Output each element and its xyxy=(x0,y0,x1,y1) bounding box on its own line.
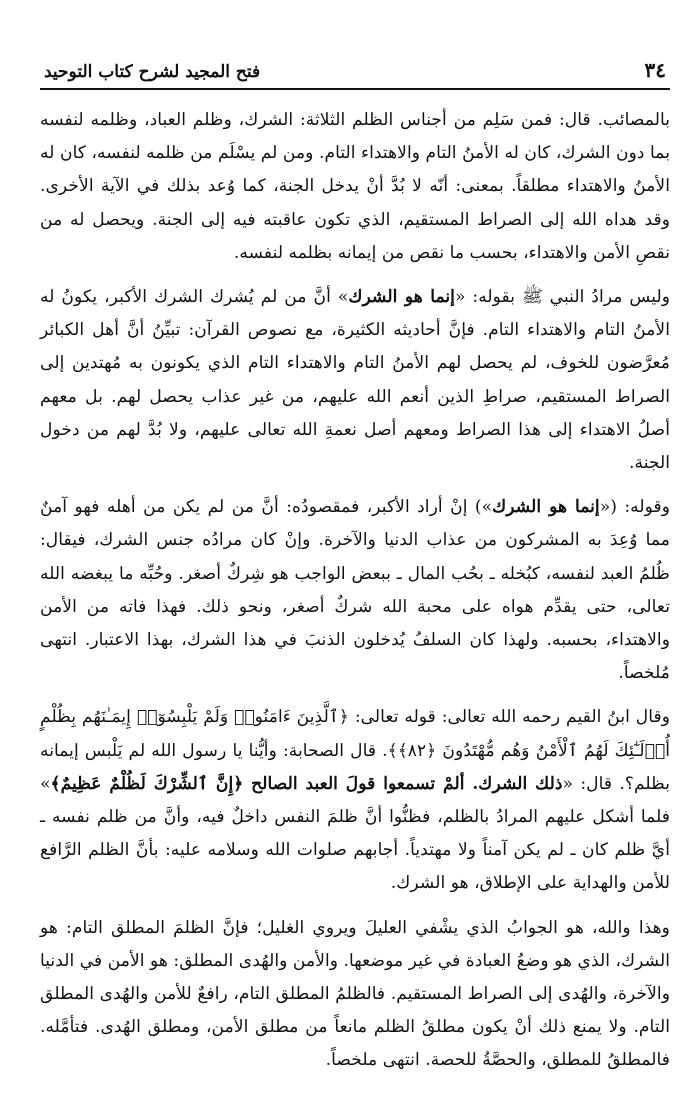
book-title: فتح المجيد لشرح كتاب التوحيد xyxy=(44,62,261,82)
paragraph xyxy=(40,701,670,900)
book-page xyxy=(40,58,670,1078)
running-header xyxy=(40,58,670,88)
emphasized-quote: إنما هو الشرك xyxy=(492,497,600,518)
text-run: وقوله: (« xyxy=(599,497,670,518)
text-run: بالمصائب. قال: فمن سَلِم من أجناس الظلم الثلاثة: الشرك، وظلم العباد، وظلمه لنفسه بما دون الشرك، كان له الأمنُ التام والاهتداء التام. ومن لم يسْلَم من ظلمه لنفسه، كان له الأمنُ والاهتداء مطلقاً. بمعنى: أنّه لا بُدَّ أنْ يدخل الجنة، كما وُعد بذلك في الآية الأخرى. وقد هداه الله إلى الصراط المستقيم، الذي تكون عاقبته فيه إلى الجنة. ويحصل له من نقصِ الأمن والاهتداء، بحسب ما نقص من إيمانه بظلمه لنفسه. xyxy=(40,110,670,263)
text-run: » أنَّ من لم يُشرك الشرك الأكبر، يكونُ له الأمنُ التام والاهتداء التام. فإنَّ أحاديثه الكثيرة، مع نصوص القرآن: تبيِّنُ أنَّ أهل الكبائر مُعرَّضون للخوف، لم يحصل لهم الأمنُ التام والاهتداء التام الذي يكونون به مُهتدين إلى الصراط المستقيم، صراطِ الذين أنعم الله عليهم، من غير عذاب يحصل لهم. بل معهم أصلُ الاهتداء إلى هذا الصراط ومعهم أصل نعمةِ الله تعالى عليهم، ولا بُدَّ لهم من دخول الجنة. xyxy=(40,287,670,474)
text-run: وهذا والله، هو الجوابُ الذي يشْفي العليلَ ويروي الغليل؛ فإنَّ الظلمَ المطلق التام: هو الشرك، الذي هو وضعُ العبادة في غير موضعها. والأمن والهُدى المطلق: هو الأمن في الدنيا والآخرة، والهُدى إلى الصراط المستقيم. فالظلمُ المطلق التام، رافعٌ للأمن والهُدى المطلق التام. ولا يمنع ذلك أنْ يكون مطلقُ الظلم مانعاً من مطلق الأمن، ومطلق الهُدى. فتأمَّله. فالمطلقُ للمطلق، والحصَّةُ للحصة. انتهى ملخصاً. xyxy=(39,917,670,1071)
text-run: ») إنْ أراد الأكبر، فمقصودُه: أنَّ من لم يكن من أهله فهو آمنٌ مما وُعِدَ به المشركون من عذاب الدنيا والآخرة. وإنْ كان مرادُه جنس الشرك، فيقال: ظُلمُ العبد لنفسه، كبُخله ـ بحُب المال ـ ببعض الواجب هو شِركٌ أصغر. وحُبِّه ما يبغضه الله تعالى، حتى يقدِّم هواه على محبة الله شركٌ أصغر، ونحو ذلك. فهذا فاته من الأمن والاهتداء، بحسبه. ولهذا كان السلفُ يُدخلون الذنبَ في هذا الشرك، بهذا الاعتبار. انتهى مُلخصاً. xyxy=(40,497,670,684)
text-run: » فلما أشكل عليهم المرادُ بالظلم، فظنُّوا أنَّ ظلمَ النفس داخلٌ فيه، وأنَّ من ظلم نفسه ـ أيَّ ظلم كان ـ لم يكن آمناً ولا مهتدياً. أجابهم صلوات الله وسلامه عليه: بأنَّ الظلم الرَّافع للأمن والهداية على الإطلاق، هو الشرك. xyxy=(40,773,670,894)
body-text xyxy=(40,104,670,1078)
emphasized-quote: ذلك الشرك. ألمْ تسمعوا قولَ العبد الصالح ﴿إِنَّ ٱلشِّرْكَ لَظُلْمٌ عَظِيمٌ﴾ xyxy=(50,773,563,794)
paragraph xyxy=(40,104,670,270)
paragraph xyxy=(40,912,670,1078)
header-divider xyxy=(40,88,670,90)
text-run: وليس مرادُ النبي ﷺ بقوله: « xyxy=(454,287,670,308)
paragraph xyxy=(40,281,670,480)
page-number: ٣٤ xyxy=(644,58,666,82)
emphasized-quote: إنما هو الشرك xyxy=(348,287,455,308)
text-run: وقال ابنُ القيم رحمه الله تعالى: قوله تعالى: ﴿ٱلَّذِينَ ءَامَنُوا۟ وَلَمْ يَلْبِسُوٓا۟ إِيمَـٰنَهُم بِظُلْمٍ أُو۟لَـٰٓئِكَ لَهُمُ ٱلْأَمْنُ وَهُم مُّهْتَدُونَ ﴿٨٢﴾﴾. قال الصحابة: وأيُّنا يا رسول الله لم يَلْبس إيمانه بظلم؟. قال: « xyxy=(40,707,670,794)
paragraph xyxy=(40,491,670,690)
